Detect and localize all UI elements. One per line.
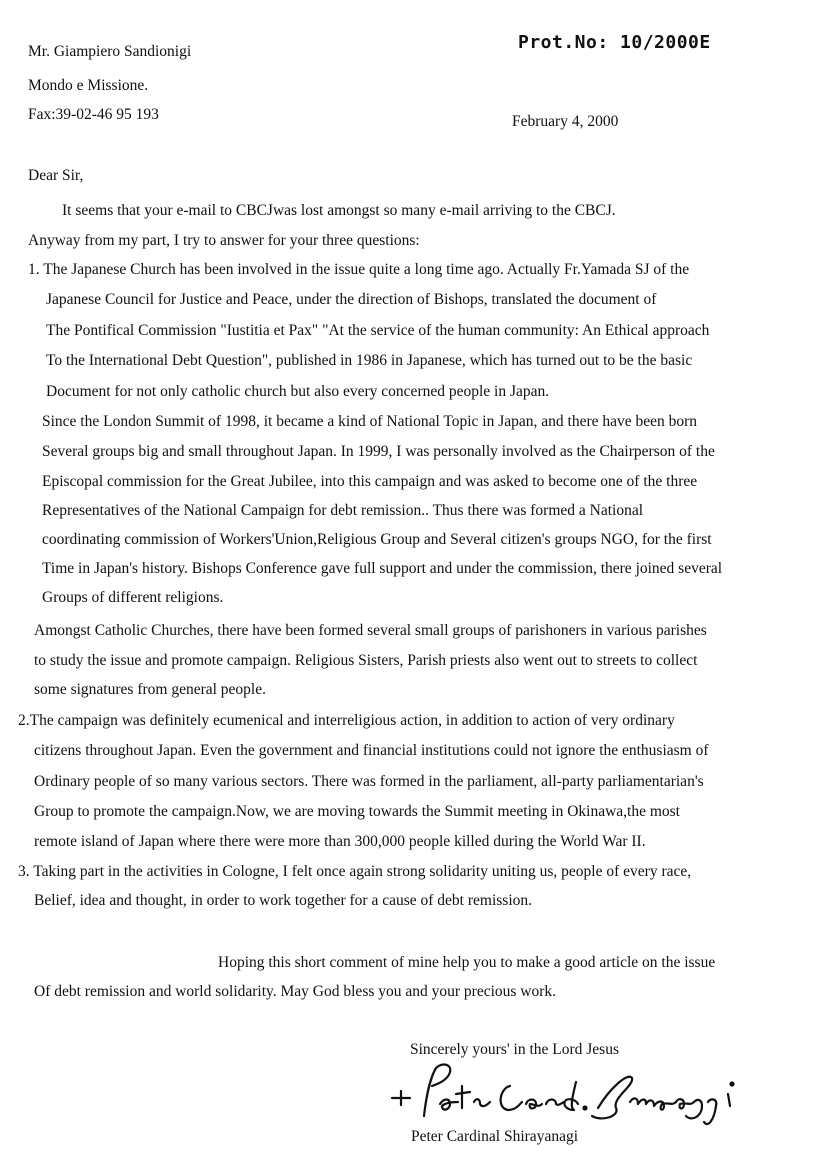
recipient-org: Mondo e Missione. <box>28 77 149 94</box>
body-line: some signatures from general people. <box>34 681 266 698</box>
body-line: Hoping this short comment of mine help you to make a good article on the issue <box>218 954 716 971</box>
body-line: To the International Debt Question", published in 1986 in Japanese, which has turned out to be the basic <box>46 352 693 369</box>
letter-date: February 4, 2000 <box>512 113 619 130</box>
body-line: to study the issue and promote campaign. Religious Sisters, Parish priests also went out to streets to collect <box>34 652 698 669</box>
body-line: Document for not only catholic church but also every concerned people in Japan. <box>46 383 550 400</box>
body-line: Since the London Summit of 1998, it became a kind of National Topic in Japan, and there have been born <box>42 413 698 430</box>
body-line: Several groups big and small throughout Japan. In 1999, I was personally involved as the Chairperson of the <box>42 443 715 460</box>
body-line: Groups of different religions. <box>42 589 224 606</box>
body-line: Group to promote the campaign.Now, we are moving towards the Summit meeting in Okinawa,the most <box>34 803 680 820</box>
recipient-fax: Fax:39-02-46 95 193 <box>28 106 159 123</box>
recipient-name: Mr. Giampiero Sandionigi <box>28 43 192 60</box>
body-line: coordinating commission of Workers'Union,Religious Group and Several citizen's groups NGO, for the first <box>42 531 712 548</box>
body-line: Amongst Catholic Churches, there have been formed several small groups of parishoners in various parishes <box>34 622 707 639</box>
salutation: Dear Sir, <box>28 167 84 184</box>
closing: Sincerely yours' in the Lord Jesus <box>410 1041 619 1058</box>
body-line: Representatives of the National Campaign for debt remission.. Thus there was formed a National <box>42 502 644 519</box>
body-line: Anyway from my part, I try to answer for your three questions: <box>28 232 420 249</box>
body-line: Time in Japan's history. Bishops Conference gave full support and under the commission, there joined several <box>42 560 723 577</box>
body-line: Belief, idea and thought, in order to work together for a cause of debt remission. <box>34 892 533 909</box>
body-line: 3. Taking part in the activities in Cologne, I felt once again strong solidarity uniting us, people of every race, <box>18 863 692 880</box>
body-line: Ordinary people of so many various sectors. There was formed in the parliament, all-party parliamentarian's <box>34 773 704 790</box>
signature-text: + Peter Card. Shirayanagi <box>380 1058 391 1059</box>
handwritten-signature <box>380 1058 780 1138</box>
protocol-number: Prot.No: 10/2000E <box>518 32 711 53</box>
signatory-name: Peter Cardinal Shirayanagi <box>411 1128 579 1145</box>
body-line: remote island of Japan where there were more than 300,000 people killed during the World War II. <box>34 833 646 850</box>
body-line: It seems that your e-mail to CBCJwas lost amongst so many e-mail arriving to the CBCJ. <box>62 202 616 219</box>
body-line: Episcopal commission for the Great Jubilee, into this campaign and was asked to become one of the three <box>42 473 698 490</box>
body-line: 2.The campaign was definitely ecumenical and interreligious action, in addition to action of very ordinary <box>18 712 675 729</box>
body-line: Of debt remission and world solidarity. May God bless you and your precious work. <box>34 983 557 1000</box>
body-line: citizens throughout Japan. Even the government and financial institutions could not ignore the enthusiasm of <box>34 742 709 759</box>
body-line: 1. The Japanese Church has been involved in the issue quite a long time ago. Actually Fr.Yamada SJ of the <box>28 261 690 278</box>
body-line: The Pontifical Commission "Iustitia et Pax" "At the service of the human community: An Ethical approach <box>46 322 710 339</box>
body-line: Japanese Council for Justice and Peace, under the direction of Bishops, translated the document of <box>46 291 657 308</box>
